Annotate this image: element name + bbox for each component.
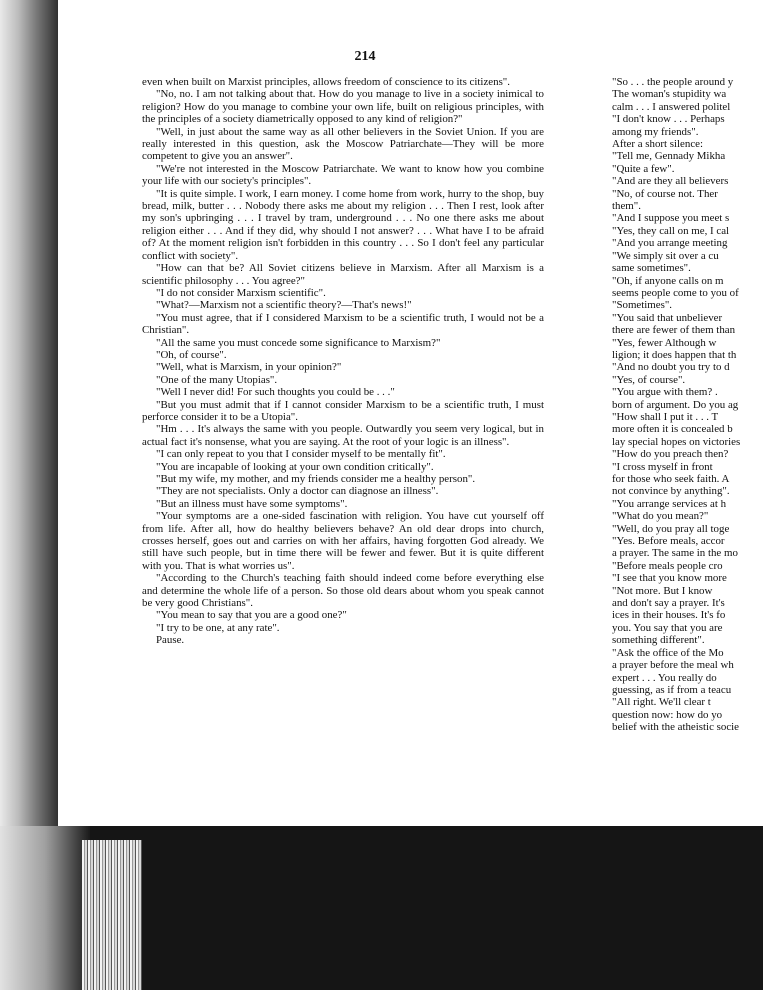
paragraph: "Hm . . . It's always the same with you people. Outwardly you seem very logical, but in actual fact it's nonsense, what you are saying. At the root of your logic is an illness". bbox=[142, 423, 544, 448]
paragraph: "According to the Church's teaching faith should indeed come before everything else and determine the whole life of a person. So those old dears about whom you speak cannot be very good Christians". bbox=[142, 572, 544, 610]
text-line: "All right. We'll clear t bbox=[612, 696, 711, 709]
paragraph: "You are incapable of looking at your own condition critically". bbox=[156, 460, 434, 473]
paragraph: "You mean to say that you are a good one?" bbox=[156, 609, 347, 622]
text-line: among my friends". bbox=[612, 125, 699, 138]
text-line: calm . . . I answered politel bbox=[612, 100, 731, 113]
text-line: ligion; it does happen that th bbox=[612, 348, 737, 361]
text-line: "Before meals people cro bbox=[612, 559, 723, 572]
paragraph: "Well I never did! For such thoughts you could be . . ." bbox=[156, 386, 395, 399]
paragraph: "But you must admit that if I cannot consider Marxism to be a scientific truth, I must perforce consider it to be a Utopia". bbox=[142, 398, 544, 423]
paragraph: "I do not consider Marxism scientific". bbox=[156, 286, 326, 299]
text-line: "And no doubt you try to d bbox=[612, 361, 730, 374]
text-line: "Oh, if anyone calls on m bbox=[612, 274, 724, 287]
text-line: guessing, as if from a teacu bbox=[612, 683, 732, 696]
page-number: 214 bbox=[354, 49, 376, 64]
text-line: expert . . . You really do bbox=[612, 671, 717, 684]
right-text-column bbox=[612, 76, 763, 734]
paragraph: "Well, what is Marxism, in your opinion?" bbox=[156, 361, 342, 374]
text-line: "Yes, of course". bbox=[612, 373, 686, 386]
paragraph: "I try to be one, at any rate". bbox=[156, 621, 280, 634]
paragraph: "But an illness must have some symptoms". bbox=[156, 497, 348, 510]
text-line: "So . . . the people around y bbox=[612, 76, 734, 88]
paragraph: even when built on Marxist principles, allows freedom of conscience to its citizens". bbox=[142, 76, 510, 88]
text-line: "Yes. Before meals, accor bbox=[612, 535, 725, 548]
text-line: "What do you mean?" bbox=[612, 510, 709, 523]
paragraph: "I can only repeat to you that I consider myself to be mentally fit". bbox=[156, 448, 446, 461]
text-line: there are fewer of them than bbox=[612, 324, 736, 337]
text-line: question now: how do yo bbox=[612, 708, 723, 721]
text-line: "You said that unbeliever bbox=[612, 311, 723, 324]
paragraph: Pause. bbox=[156, 634, 185, 647]
text-line: After a short silence: bbox=[612, 138, 704, 151]
text-line: "How shall I put it . . . T bbox=[612, 410, 719, 423]
text-line: more often it is concealed b bbox=[612, 423, 733, 436]
text-line: "How do you preach then? bbox=[612, 448, 729, 461]
paragraph: "How can that be? All Soviet citizens believe in Marxism. After all Marxism is a scientific philosophy . . . You agree?" bbox=[142, 262, 544, 287]
text-line: "Sometimes". bbox=[612, 299, 673, 312]
text-line: lay special hopes on victories bbox=[612, 435, 741, 448]
paragraph: "All the same you must concede some significance to Marxism?" bbox=[156, 336, 441, 349]
text-line: "Tell me, Gennady Mikha bbox=[612, 150, 726, 163]
text-line: "And are they all believers bbox=[612, 175, 729, 188]
text-line: "I see that you know more bbox=[612, 572, 727, 585]
text-line: "You argue with them? . bbox=[612, 386, 718, 399]
text-line: "You arrange services at h bbox=[612, 497, 727, 510]
text-line: and don't say a prayer. It's bbox=[612, 597, 725, 610]
text-line: something different". bbox=[612, 634, 705, 647]
text-line: a prayer before the meal wh bbox=[612, 659, 734, 672]
text-line: not convince by anything". bbox=[612, 485, 730, 498]
text-line: "We simply sit over a cu bbox=[612, 249, 719, 262]
paragraph: "But my wife, my mother, and my friends consider me a healthy person". bbox=[156, 473, 476, 485]
text-line: "Quite a few". bbox=[612, 162, 675, 175]
paragraph: "We're not interested in the Moscow Patriarchate. We want to know how you combine your life with our society's principles". bbox=[142, 162, 544, 188]
text-line: The woman's stupidity wa bbox=[612, 88, 727, 101]
text-line: "Yes, fewer Although w bbox=[612, 336, 717, 349]
paragraph: "Your symptoms are a one-sided fascination with religion. You have cut yourself off from life. After all, how do healthy believers behave? An old dear drops into church, crosses herself, goes out and carries on with her affairs, having forgotten God already. We still have such people, but in time there will be fewer and fewer. But it is quite different with you. That is what worries us". bbox=[142, 510, 544, 572]
book-page-edges bbox=[82, 840, 142, 990]
paragraph: "You must agree, that if I considered Marxism to be a scientific truth, I would not be a Christian". bbox=[142, 311, 544, 337]
text-line: "I cross myself in front bbox=[612, 460, 713, 473]
paragraph: "Well, in just about the same way as all other believers in the Soviet Union. If you are really interested in this question, ask the Moscow Patriarchate—They will be more competent to give you an answer". bbox=[142, 125, 544, 163]
text-line: belief with the atheistic socie bbox=[612, 721, 740, 734]
text-line: "Yes, they call on me, I cal bbox=[612, 224, 730, 237]
text-line: them". bbox=[612, 200, 641, 213]
paragraph: "One of the many Utopias". bbox=[156, 373, 278, 386]
paragraph: "What?—Marxism not a scientific theory?—That's news!" bbox=[156, 299, 412, 312]
left-text-column bbox=[142, 76, 544, 647]
text-line: born of argument. Do you ag bbox=[612, 398, 739, 411]
text-line: "I don't know . . . Perhaps bbox=[612, 113, 725, 126]
scan-bottom-fade bbox=[0, 826, 90, 990]
text-line: seems people come to you of bbox=[612, 286, 739, 299]
text-line: a prayer. The same in the mo bbox=[612, 547, 738, 560]
text-line: you. You say that you are bbox=[612, 621, 723, 634]
text-line: "Not more. But I know bbox=[612, 584, 713, 597]
text-line: "And you arrange meeting bbox=[612, 237, 728, 250]
text-line: ices in their houses. It's fo bbox=[612, 609, 726, 622]
text-line: "No, of course not. Ther bbox=[612, 187, 718, 200]
text-line: "Ask the office of the Mo bbox=[612, 646, 724, 659]
text-line: for those who seek faith. A bbox=[612, 473, 730, 485]
text-line: "And I suppose you meet s bbox=[612, 212, 730, 225]
paragraph: "Oh, of course". bbox=[156, 348, 227, 361]
text-line: same sometimes". bbox=[612, 262, 691, 275]
paragraph: "They are not specialists. Only a doctor can diagnose an illness". bbox=[156, 485, 439, 498]
text-line: "Well, do you pray all toge bbox=[612, 522, 730, 535]
paragraph: "No, no. I am not talking about that. How do you manage to live in a society inimical to religion? How do you manage to combine your own life, built on religious principles, with the principles of a society diametrically opposed to any kind of religion?" bbox=[142, 88, 544, 126]
paragraph: "It is quite simple. I work, I earn money. I come home from work, hurry to the shop, buy bread, milk, butter . . . Nobody there asks me about my religion . . . Then I rest, look after my son's upbringing . . . I travel by tram, underground . . . No one there asks me about religion either . . . And if they did, why should I not answer? . . . What have I to be afraid of? At the moment religion isn't forbidden in this country . . . So I don't feel any particular conflict with society". bbox=[142, 187, 544, 262]
